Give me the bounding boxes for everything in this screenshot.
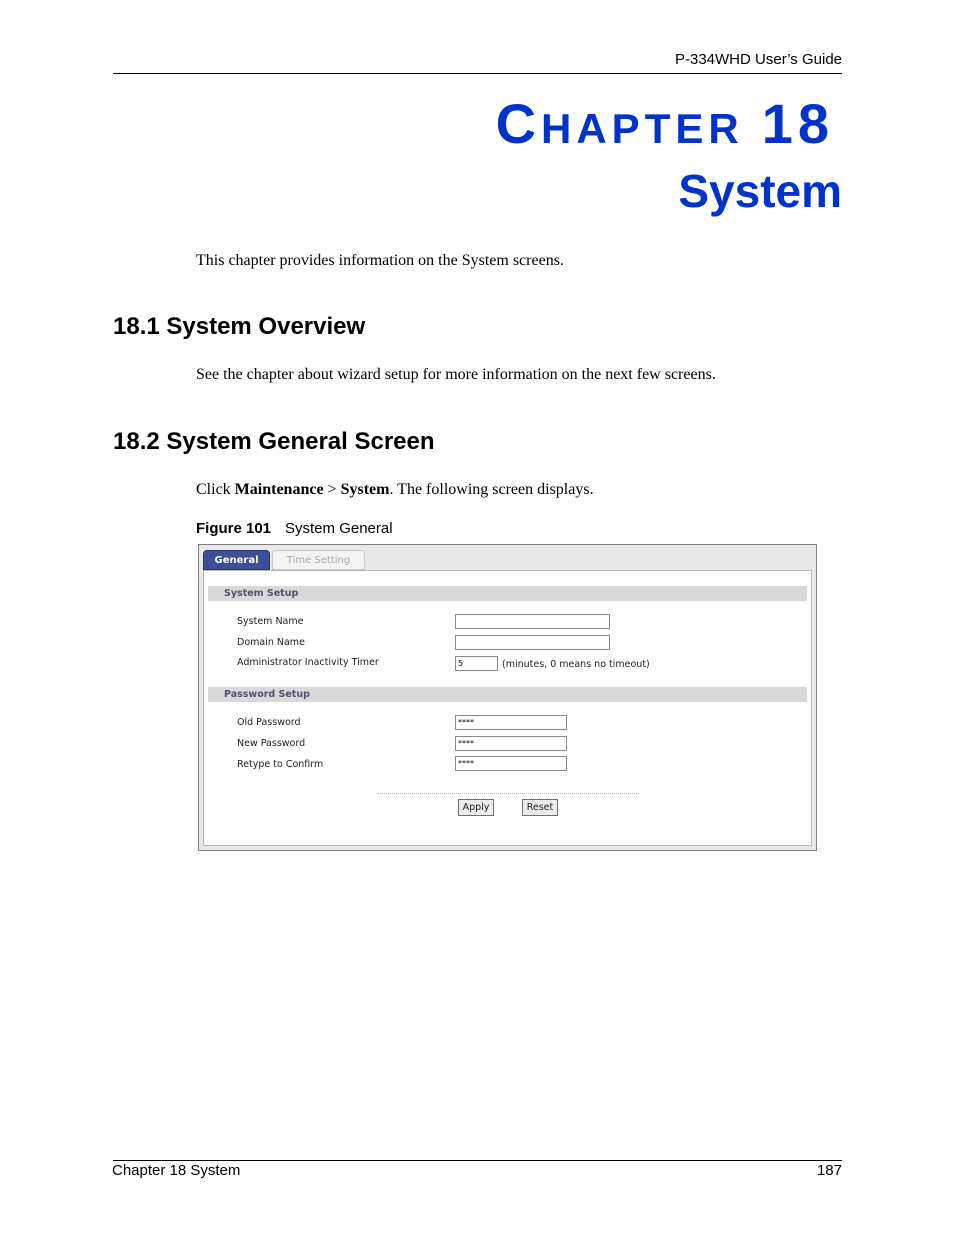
inactivity-timer-hint: (minutes, 0 means no timeout) [502, 659, 650, 670]
section-heading-general: 18.2 System General Screen [113, 428, 435, 455]
old-password-label: Old Password [237, 717, 301, 728]
overview-paragraph: See the chapter about wizard setup for more information on the next few screens. [196, 366, 716, 383]
guide-title: P-334WHD User’s Guide [675, 51, 842, 68]
click-separator: > [323, 481, 341, 498]
footer-chapter: Chapter 18 System [112, 1162, 241, 1179]
section-heading-overview: 18.1 System Overview [113, 313, 366, 340]
menu-maintenance: Maintenance [234, 481, 324, 498]
click-suffix: . The following screen displays. [389, 481, 594, 498]
chapter-label [495, 92, 834, 155]
tab-general[interactable]: General [203, 550, 270, 570]
chapter-label-rest: HAPTER [541, 105, 744, 152]
domain-name-input[interactable] [455, 635, 610, 650]
retype-password-input[interactable]: **** [455, 756, 567, 771]
chapter-label-first: C [495, 92, 542, 155]
inactivity-timer-input[interactable]: 5 [455, 656, 498, 671]
system-general-screenshot [198, 544, 817, 851]
page-number: 187 [816, 1162, 842, 1179]
figure-label: Figure 101 [196, 520, 272, 537]
inactivity-timer-label: Administrator Inactivity Timer [237, 657, 379, 668]
chapter-title: System [678, 165, 842, 217]
menu-system: System [340, 481, 390, 498]
click-prefix: Click [196, 481, 235, 498]
password-setup-heading: Password Setup [208, 687, 807, 702]
chapter-number: 18 [761, 92, 834, 155]
button-divider [377, 793, 639, 794]
new-password-label: New Password [237, 738, 306, 749]
figure-caption [196, 520, 393, 537]
header-rule [113, 73, 842, 74]
footer-rule [113, 1160, 842, 1161]
tab-time-setting[interactable]: Time Setting [272, 550, 365, 570]
domain-name-label: Domain Name [237, 637, 305, 648]
retype-password-label: Retype to Confirm [237, 759, 324, 770]
old-password-input[interactable]: **** [455, 715, 567, 730]
system-name-label: System Name [237, 616, 304, 627]
apply-button[interactable]: Apply [458, 799, 494, 816]
system-name-input[interactable] [455, 614, 610, 629]
general-panel [203, 570, 812, 846]
figure-title: System General [285, 520, 393, 537]
reset-button[interactable]: Reset [522, 799, 558, 816]
intro-paragraph: This chapter provides information on the System screens. [196, 252, 564, 269]
system-setup-heading: System Setup [208, 586, 807, 601]
click-instruction [196, 481, 594, 499]
new-password-input[interactable]: **** [455, 736, 567, 751]
